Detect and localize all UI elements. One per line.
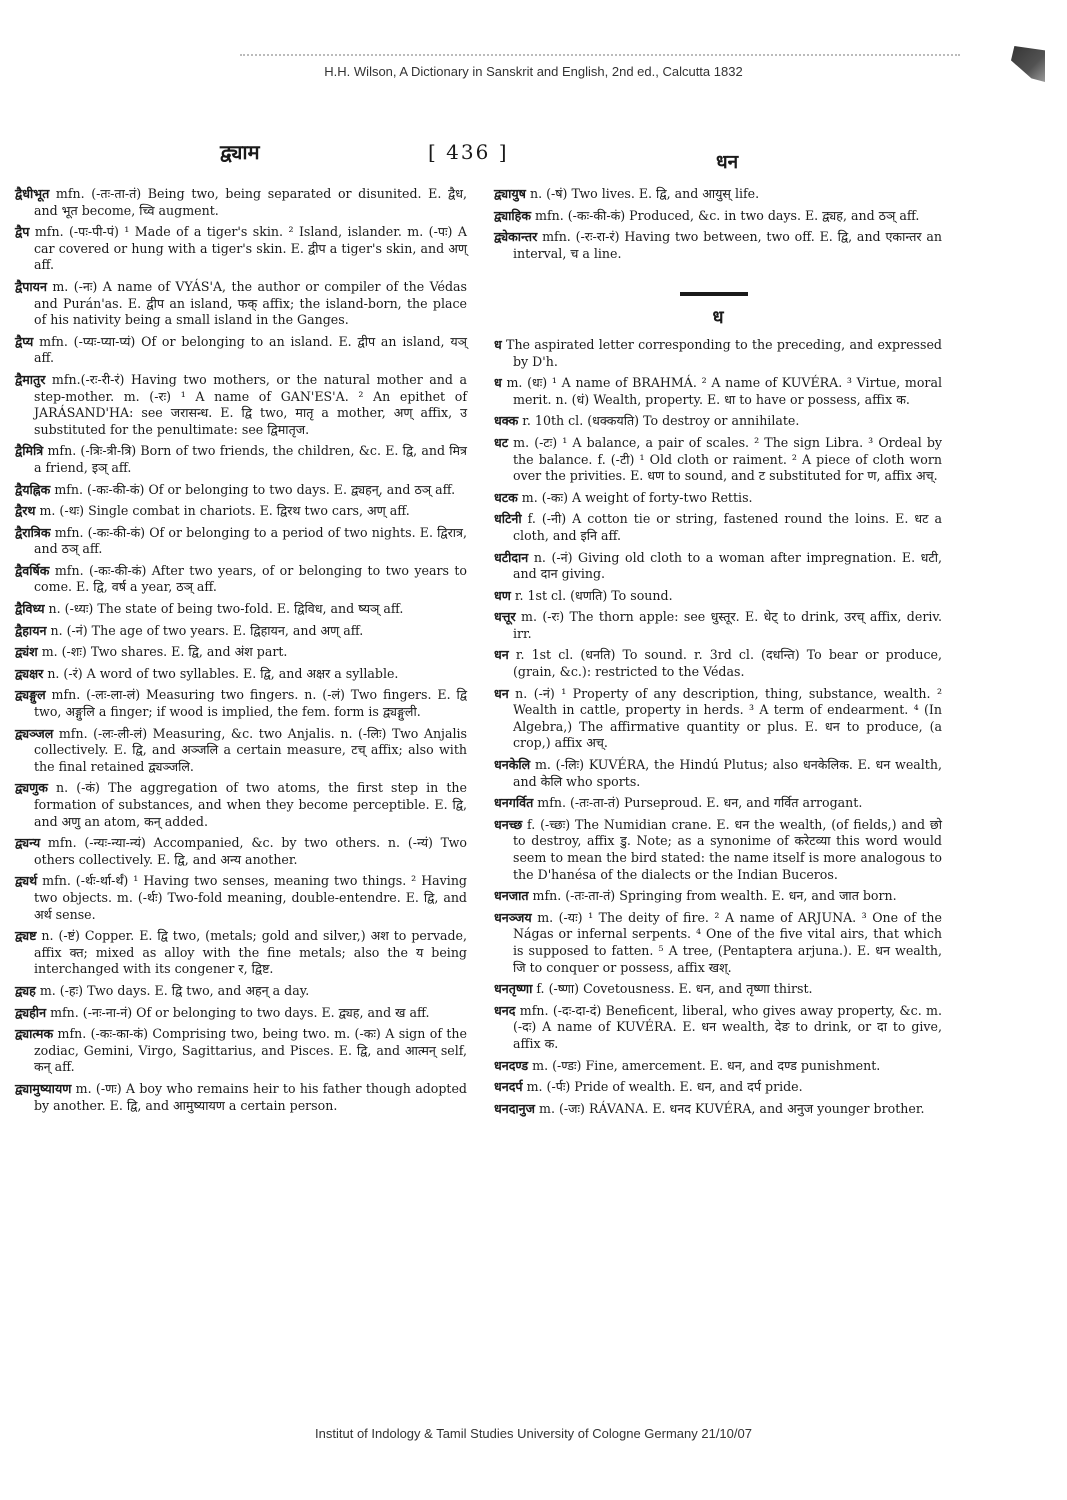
dictionary-entry — [15, 186, 467, 219]
entry-headword: द्वैमित्रि — [15, 443, 44, 459]
dictionary-entry — [15, 443, 467, 476]
entry-headword: धटिनी — [494, 511, 522, 527]
section-divider — [680, 292, 748, 296]
dictionary-entry — [15, 873, 467, 923]
dictionary-entry — [494, 888, 942, 905]
dictionary-entry — [15, 928, 467, 978]
entry-definition: n. (-रं) A word of two syllables. E. द्वि, and अक्षर a syllable. — [43, 665, 399, 681]
entry-definition: r. 10th cl. (धक्कयति) To destroy or annihilate. — [518, 413, 800, 429]
entry-definition: m. (धः) ¹ A name of BRAHMÁ. ² A name of KUVÉRA. ³ Virtue, moral merit. n. (धं) Wealth, property. E. धा to have or possess, affix क. — [501, 375, 942, 407]
entry-headword: धनदर्प — [494, 1079, 523, 1095]
entry-headword: धनजात — [494, 888, 529, 904]
source-header: H.H. Wilson, A Dictionary in Sanskrit and English, 2nd ed., Calcutta 1832 — [324, 64, 743, 79]
entry-definition: r. 1st cl. (धनति) To sound. r. 3rd cl. (दधन्ति) To bear or produce, (grain, &c.): restricted to the Védas. — [508, 647, 942, 680]
dictionary-entry — [15, 525, 467, 558]
dictionary-entry — [494, 375, 942, 408]
entry-definition: mfn. (-र्थः-र्था-र्थं) ¹ Having two senses, meaning two things. ² Having two objects. m. (-र्थः) Two-fold meaning, double-entendre. E. द्वि, and अर्थ sense. — [34, 873, 467, 922]
right-column — [494, 186, 942, 1122]
entry-definition: m. (-रः) The thorn apple: see धुस्तूर. E. धेट् to drink, उरच् affix, deriv. irr. — [513, 609, 942, 641]
entry-definition: mfn. (-कः-की-कं) Of or belonging to a period of two nights. E. द्विरात्र, and ठञ् aff. — [34, 524, 467, 557]
entry-definition: f. (-नी) A cotton tie or string, fastened round the loins. E. धट a cloth, and इनि aff. — [513, 511, 942, 543]
entry-headword: धन — [494, 647, 509, 663]
dictionary-entry — [494, 229, 942, 262]
dictionary-entry — [15, 1026, 467, 1076]
entry-definition: m. (-जः) RÁVANA. E. धनद KUVÉRA, and अनुज younger brother. — [535, 1100, 925, 1116]
entry-headword: द्वैयह्निक — [15, 481, 51, 497]
running-headword-right: धन — [716, 151, 739, 173]
dictionary-entry — [494, 588, 942, 605]
entry-definition: mfn. (-लः-ला-लं) Measuring two fingers. n. (-लं) Two fingers. E. द्वि two, अङ्गुलि a finger; if wood is implied, the fem. form is द्व्यङ्गुली. — [34, 687, 467, 720]
entry-definition: n. (-ष्टं) Copper. E. द्वि two, (metals; gold and silver,) अश to pervade, affix क्त; mixed as alloy with the fine metals; also the य being interchanged with its congener र, द्विष्ट. — [34, 928, 467, 977]
dictionary-entry — [15, 1081, 467, 1114]
dictionary-entry — [15, 563, 467, 596]
dictionary-entry — [494, 208, 942, 225]
entry-definition: mfn. (-रः-रा-रं) Having two between, two off. E. द्वि, and एकान्तर an interval, च a line. — [513, 229, 942, 261]
dictionary-entry — [15, 983, 467, 1000]
dictionary-entry — [494, 1058, 942, 1075]
entry-definition: n. (-नं) Giving old cloth to a woman after impregnation. E. धटी, and दान giving. — [513, 549, 942, 582]
entry-headword: द्व्यायुष — [494, 186, 526, 201]
entry-headword: धन — [494, 685, 509, 701]
dictionary-entry — [15, 666, 467, 683]
running-headword-left: द्व्याम — [220, 140, 260, 164]
dictionary-entry — [494, 609, 942, 642]
entry-definition: m. (-थः) Single combat in chariots. E. द्विरथ two cars, अण् aff. — [35, 503, 410, 519]
entry-headword: धनञ्जय — [494, 909, 532, 925]
entry-definition: mfn. (-न्यः-न्या-न्यं) Accompanied, &c. by two others. n. (-न्यं) Two others collectively. E. द्वि, and अन्य another. — [34, 835, 467, 867]
entry-headword: द्वैमातुर — [15, 371, 46, 387]
dictionary-entry — [15, 601, 467, 618]
dictionary-entry — [15, 726, 467, 776]
entry-headword: धनगर्वित — [494, 795, 534, 811]
dictionary-entry — [494, 550, 942, 583]
dictionary-entry — [494, 817, 942, 883]
dictionary-entry — [15, 1005, 467, 1022]
entry-headword: द्व्यंश — [15, 644, 38, 660]
dictionary-entry — [15, 687, 467, 720]
dictionary-entry — [494, 511, 942, 544]
dictionary-entry — [494, 1101, 942, 1118]
entry-headword: द्व्यर्थ — [15, 873, 38, 889]
entry-definition: m. (-कः) A weight of forty-two Rettis. — [517, 489, 753, 505]
dictionary-entry — [494, 337, 942, 370]
entry-headword: द्व्यङ्गुल — [15, 687, 46, 703]
dictionary-entry — [15, 644, 467, 661]
source-footer: Institut of Indology & Tamil Studies University of Cologne Germany 21/10/07 — [315, 1426, 752, 1441]
dictionary-entry — [494, 910, 942, 976]
entry-headword: धनदानुज — [494, 1100, 536, 1116]
entry-headword: द्वैप — [15, 224, 30, 240]
dictionary-entry — [494, 981, 942, 998]
entry-definition: m. (-हः) Two days. E. द्वि two, and अहन् a day. — [35, 982, 310, 998]
entry-definition: r. 1st cl. (धणति) To sound. — [510, 587, 673, 603]
dictionary-entry — [494, 435, 942, 485]
dictionary-entry — [494, 490, 942, 507]
dictionary-entry — [494, 1003, 942, 1053]
entry-headword: द्व्यणुक — [15, 780, 48, 796]
entry-headword: धण — [494, 587, 511, 603]
dictionary-entry — [15, 372, 467, 438]
entry-definition: f. (-च्छः) The Numidian crane. E. धन the wealth, (of fields,) and छो to destroy, affix डु. Note; as a synonime of करेटव्या this word would seem to mean the bird stated: the name itself is more analogous to the D'hanésa of the dialects or the Indian Buceros. — [513, 816, 942, 882]
dictionary-entry — [494, 413, 942, 430]
dictionary-entry — [494, 795, 942, 812]
dictionary-entry — [15, 482, 467, 499]
dictionary-entry — [15, 279, 467, 329]
dictionary-entry — [15, 224, 467, 274]
entry-headword: द्व्यष्ट — [15, 928, 37, 944]
entry-headword: धनतृष्णा — [494, 981, 533, 997]
dictionary-entry — [15, 334, 467, 367]
entry-headword: धट — [494, 434, 509, 450]
entry-headword: द्व्यञ्जल — [15, 725, 54, 741]
entry-definition: mfn. (-नः-ना-नं) Of or belonging to two days. E. द्व्यह, and ख aff. — [46, 1004, 430, 1020]
right-column-top — [494, 186, 942, 262]
entry-definition: m. (-णः) A boy who remains heir to his father though adopted by another. E. द्वि, and आमुष्यायण a certain person. — [34, 1080, 467, 1113]
entry-definition: mfn. (-कः-की-कं) Produced, &c. in two days. E. द्व्यह, and ठञ् aff. — [531, 207, 920, 223]
entry-headword: धटीदान — [494, 549, 529, 565]
entry-headword: धटक — [494, 489, 518, 505]
section-letter: ध — [712, 307, 724, 329]
entry-headword: द्वैपायन — [15, 278, 47, 294]
entry-headword: द्वैविध्य — [15, 601, 45, 617]
entry-headword: द्वैवर्षिक — [15, 562, 50, 578]
scan-dot-line — [240, 54, 960, 56]
entry-headword: धत्तूर — [494, 609, 516, 625]
dictionary-entry — [494, 186, 942, 203]
dictionary-entry — [15, 780, 467, 830]
entry-headword: ध — [494, 336, 502, 352]
entry-headword: द्व्याहिक — [494, 207, 532, 223]
entry-headword: द्व्येकान्तर — [494, 229, 538, 245]
entry-definition: n. (-ध्यः) The state of being two-fold. E. द्विविध, and ष्यञ् aff. — [44, 601, 404, 617]
entry-definition: The aspirated letter corresponding to the preceding, and expressed by D'h. — [501, 336, 942, 369]
entry-definition: m. (-यः) ¹ The deity of fire. ² A name of ARJUNA. ³ One of the Nágas or infernal serpents. ⁴ One of the five vital airs, that which is supposed to fatten. ⁵ A tree, (Pentaptera arjuna.). E. धन wealth, जि to conquer or possess, affix खश्. — [513, 909, 942, 975]
entry-definition: m. (-ण्डः) Fine, amercement. E. धन, and दण्ड punishment. — [528, 1057, 881, 1073]
entry-headword: द्व्यात्मक — [15, 1026, 54, 1042]
entry-definition: mfn.(-रः-री-रं) Having two mothers, or the natural mother and a step-mother. m. (-रः) ¹ A name of GAN'ES'A. ² An epithet of JARÁSAND'HA: see जरासन्ध. E. द्वि two, मातृ a mother, अण् affix, उ substituted for the penultimate: see द्विमातृज. — [34, 371, 467, 437]
entry-definition: m. (-टः) ¹ A balance, a pair of scales. ² The sign Libra. ³ Ordeal by the balance. f. (-टी) ¹ Old cloth or raiment. ² A piece of cloth worn over the privities. E. धण to sound, and ट substituted for ण, affix अच्. — [508, 434, 942, 484]
entry-headword: द्वैप्य — [15, 333, 34, 349]
entry-definition: mfn. (-दः-दा-दं) Beneficent, liberal, who gives away property, &c. m. (-दः) A name of KUVÉRA. E. धन wealth, देङ to drink, or दा to give, affix क. — [513, 1002, 942, 1051]
dictionary-entry — [494, 686, 942, 752]
entry-definition: n. (-नं) ¹ Property of any description, thing, substance, wealth. ² Wealth in cattle, property in herds. ³ A term of endearment. ⁴ (In Algebra,) The affirmative quantity or plus. E. धन to produce, (a crop,) affix अच्. — [508, 685, 942, 751]
dictionary-entry — [15, 503, 467, 520]
entry-headword: धक्क — [494, 413, 519, 429]
entry-definition: mfn. (-कः-की-कं) After two years, of or belonging to two years to come. E. द्वि, वर्ष a year, ठञ् aff. — [34, 562, 467, 595]
entry-headword: ध — [494, 375, 502, 391]
entry-headword: धनच्छ — [494, 816, 523, 832]
entry-headword: द्वैधीभूत — [15, 186, 50, 201]
entry-headword: द्व्यक्षर — [15, 665, 44, 681]
dictionary-entry — [494, 757, 942, 790]
entry-definition: mfn. (-त्रिः-त्री-त्रि) Born of two friends, the children, &c. E. द्वि, and मित्र a friend, इञ् aff. — [34, 443, 467, 475]
entry-definition: n. (-कं) The aggregation of two atoms, the first step in the formation of substances, and when they become perceptible. E. द्वि, and अणु an atom, कन् added. — [34, 780, 467, 829]
entry-definition: mfn. (-पः-पी-पं) ¹ Made of a tiger's skin. ² Island, islander. m. (-पः) A car covered or hung with a tiger's skin. E. द्वीप a tiger's skin, and अण् aff. — [29, 224, 467, 273]
entry-headword: धनद — [494, 1002, 516, 1018]
dictionary-entry — [494, 647, 942, 680]
entry-headword: धनदण्ड — [494, 1057, 529, 1073]
entry-definition: n. (-षं) Two lives. E. द्वि, and आयुस् life. — [525, 186, 760, 201]
entry-headword: द्व्यन्य — [15, 835, 41, 851]
page-number: [ 436 ] — [428, 140, 509, 164]
entry-definition: m. (-लिः) KUVÉRA, the Hindú Plutus; also धनकेलिक. E. धन wealth, and केलि who sports. — [513, 757, 942, 789]
entry-definition: mfn. (-तः-ता-तं) Being two, being separated or disunited. E. द्वैध, and भूत become, च्वि augment. — [34, 186, 467, 218]
entry-definition: f. (-ष्णा) Covetousness. E. धन, and तृष्णा thirst. — [532, 981, 813, 997]
entry-definition: mfn. (-लः-ली-लं) Measuring, &c. two Anjalis. n. (-लिः) Two Anjalis collectively. E. द्वि, and अञ्जलि a certain measure, टच् affix; also with the final retained द्व्यञ्जलि. — [34, 725, 467, 774]
dictionary-entry — [494, 1079, 942, 1096]
left-column — [15, 186, 467, 1119]
entry-definition: n. (-नं) The age of two years. E. द्विहायन, and अण् aff. — [46, 622, 364, 638]
entry-headword: द्वैहायन — [15, 622, 47, 638]
entry-definition: mfn. (-कः-की-कं) Of or belonging to two days. E. द्व्यहन्, and ठञ् aff. — [50, 481, 456, 497]
entry-definition: m. (-शः) Two shares. E. द्वि, and अंश part. — [37, 644, 288, 660]
entry-definition: mfn. (-कः-का-कं) Comprising two, being two. m. (-कः) A sign of the zodiac, Gemini, Virgo, Sagittarius, and Pisces. E. द्वि, and आत्मन् self, कन् aff. — [34, 1026, 467, 1075]
entry-headword: द्व्यहीन — [15, 1004, 47, 1020]
entry-definition: mfn. (-तः-ता-तं) Purseproud. E. धन, and गर्वित arrogant. — [533, 795, 863, 811]
entry-headword: द्व्यह — [15, 982, 36, 998]
dictionary-entry — [15, 835, 467, 868]
entry-headword: धनकेलि — [494, 757, 531, 773]
dictionary-entry — [15, 623, 467, 640]
entry-headword: द्वैरथ — [15, 503, 36, 519]
entry-definition: m. (-नः) A name of VYÁS'A, the author or compiler of the Védas and Purán'as. E. द्वीप an island, फक् affix; the island-born, the place of his nativity being a small island in the Ganges. — [34, 278, 467, 328]
entry-definition: mfn. (-तः-ता-तं) Springing from wealth. E. धन, and जात born. — [528, 888, 897, 904]
entry-headword: द्वैरात्रिक — [15, 524, 51, 540]
right-column-bottom — [494, 337, 942, 1117]
entry-headword: द्व्यामुष्यायण — [15, 1080, 72, 1096]
entry-definition: m. (-र्पः) Pride of wealth. E. धन, and दर्प pride. — [522, 1079, 803, 1095]
entry-definition: mfn. (-प्यः-प्या-प्यं) Of or belonging to an island. E. द्वीप an island, यञ् aff. — [33, 333, 467, 366]
